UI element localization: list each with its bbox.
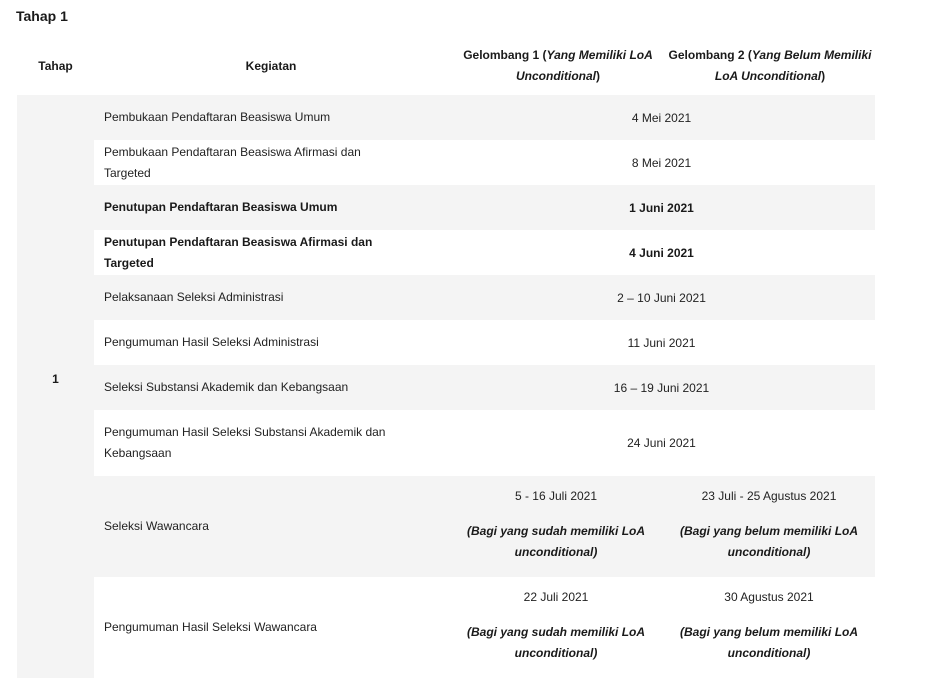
table-header <box>17 40 875 92</box>
tanggal-cell: 1 Juni 2021 <box>629 200 694 215</box>
table-row <box>94 577 875 678</box>
header-g2-text: Gelombang 2 ( <box>668 48 752 62</box>
table-row <box>94 140 875 185</box>
header-g1-close: ) <box>596 69 600 83</box>
tanggal-cell: 8 Mei 2021 <box>631 155 692 170</box>
table-row <box>94 365 875 410</box>
table-row <box>94 230 875 275</box>
header-gelombang-2 <box>665 40 875 92</box>
kegiatan-cell: Pengumuman Hasil Seleksi Wawancara <box>104 620 317 634</box>
g1-date: 22 Juli 2021 <box>523 590 589 604</box>
kegiatan-cell: Seleksi Wawancara <box>104 519 209 533</box>
tanggal-cell: 24 Juni 2021 <box>627 436 696 450</box>
g2-date: 23 Juli - 25 Agustus 2021 <box>701 489 837 503</box>
table-row <box>94 275 875 320</box>
tahap-value: 1 <box>52 372 59 386</box>
tanggal-cell: 4 Mei 2021 <box>631 110 692 125</box>
g2-note: (Bagi yang belum memiliki LoA unconditional) <box>679 524 859 559</box>
header-tahap: Tahap <box>38 58 73 73</box>
gelombang-2-cell <box>676 476 862 577</box>
tanggal-cell: 2 – 10 Juni 2021 <box>617 290 706 305</box>
gelombang-1-cell <box>463 476 649 577</box>
gelombang-2-cell <box>676 577 862 678</box>
header-g2-close: ) <box>821 69 826 83</box>
kegiatan-cell: Pembukaan Pendaftaran Beasiswa Umum <box>104 110 331 124</box>
table-row <box>94 320 875 365</box>
header-g1-italic-2: Unconditional <box>516 69 596 83</box>
table-row <box>94 95 875 140</box>
g2-date: 30 Agustus 2021 <box>724 590 814 604</box>
kegiatan-cell: Penutupan Pendaftaran Beasiswa Umum <box>104 200 338 214</box>
gelombang-1-cell <box>463 577 649 678</box>
kegiatan-cell: Pelaksanaan Seleksi Administrasi <box>104 290 284 304</box>
tanggal-cell: 16 – 19 Juni 2021 <box>613 380 710 395</box>
g1-note: (Bagi yang sudah memiliki LoA unconditional) <box>466 524 646 559</box>
kegiatan-cell: Pengumuman Hasil Seleksi Administrasi <box>104 335 319 349</box>
g2-note: (Bagi yang belum memiliki LoA unconditional) <box>679 625 859 660</box>
tanggal-cell: 11 Juni 2021 <box>627 335 696 350</box>
header-g1-italic: Yang Memiliki LoA <box>546 48 653 62</box>
tanggal-cell: 4 Juni 2021 <box>629 245 694 260</box>
kegiatan-cell: Seleksi Substansi Akademik dan Kebangsaan <box>104 380 349 394</box>
g1-note: (Bagi yang sudah memiliki LoA unconditional) <box>466 625 646 660</box>
header-g2-italic: Yang Belum Memiliki <box>751 48 872 62</box>
tahap-column <box>17 95 94 678</box>
g1-date: 5 - 16 Juli 2021 <box>514 489 598 503</box>
kegiatan-cell: Pembukaan Pendaftaran Beasiswa Afirmasi dan Targeted <box>104 144 361 180</box>
section-title: Tahap 1 <box>16 8 68 24</box>
header-kegiatan: Kegiatan <box>245 58 297 73</box>
kegiatan-cell: Pengumuman Hasil Seleksi Substansi Akademik dan Kebangsaan <box>104 425 386 460</box>
kegiatan-cell: Penutupan Pendaftaran Beasiswa Afirmasi dan Targeted <box>104 234 373 270</box>
table-row <box>94 185 875 230</box>
header-gelombang-1 <box>458 40 658 92</box>
table-row <box>94 476 875 577</box>
header-g1-text: Gelombang 1 ( <box>463 48 547 62</box>
header-g2-italic-2: LoA Unconditional <box>714 69 822 83</box>
table-row <box>94 410 875 476</box>
